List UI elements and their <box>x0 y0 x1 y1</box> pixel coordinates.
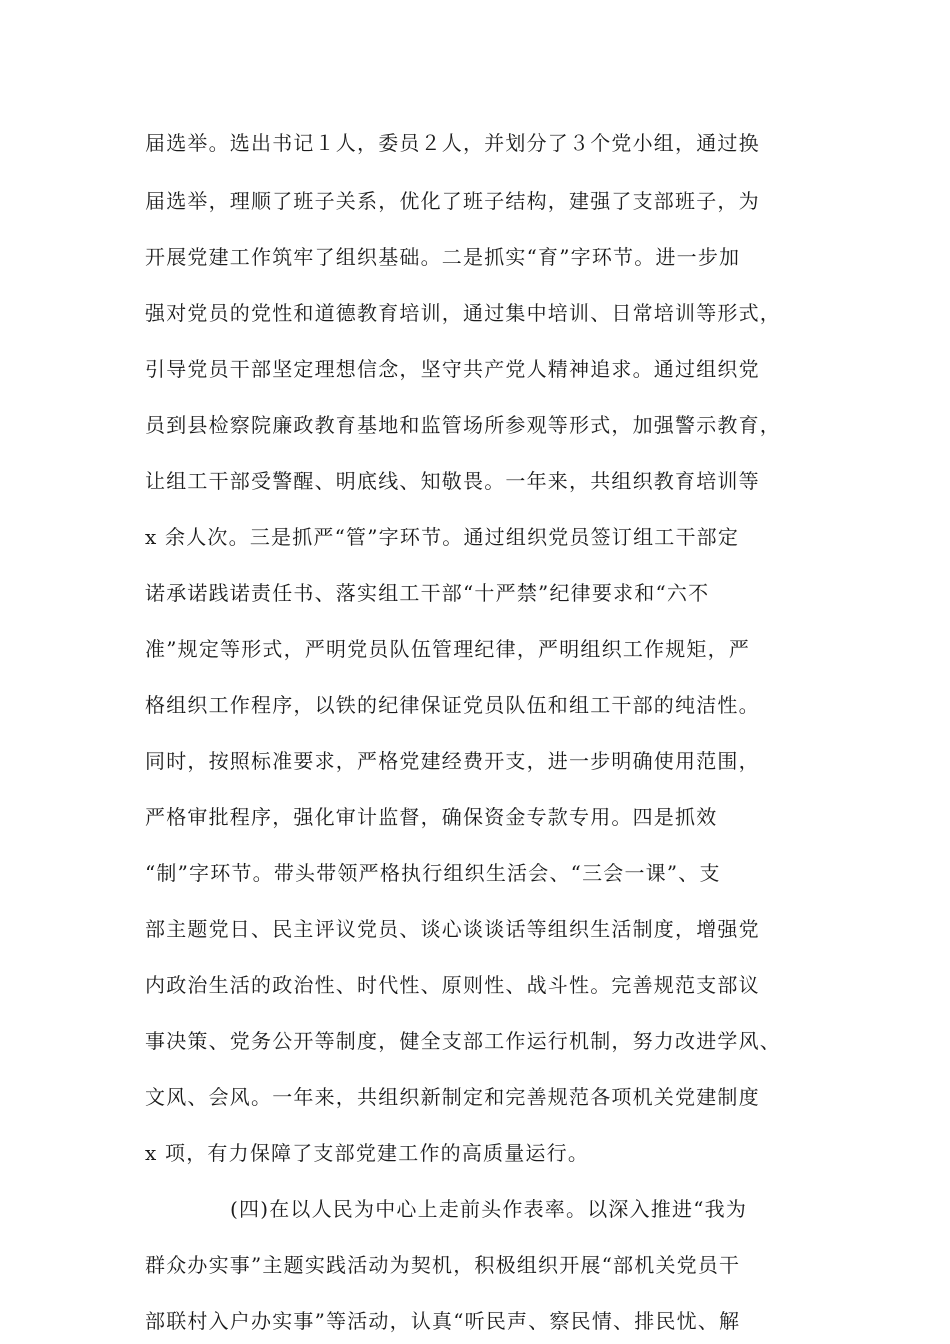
text-line: 开展党建工作筑牢了组织基础。二是抓实“育”字环节。进一步加 <box>145 245 741 269</box>
text-line: x 项，有力保障了支部党建工作的高质量运行。 <box>145 1141 590 1165</box>
text-line: 同时，按照标准要求，严格党建经费开支，进一步明确使用范围， <box>145 749 760 773</box>
text-line: 准”规定等形式，严明党员队伍管理纪律，严明组织工作规矩，严 <box>145 637 751 661</box>
text-line: 严格审批程序，强化审计监督，确保资金专款专用。四是抓效 <box>145 805 718 829</box>
text-line: 格组织工作程序，以铁的纪律保证党员队伍和组工干部的纯洁性。 <box>145 693 760 717</box>
text-line: 部主题党日、民主评议党员、谈心谈谈话等组织生活制度，增强党 <box>145 917 760 941</box>
text-line: 强对党员的党性和道德教育培训，通过集中培训、日常培训等形式， <box>145 301 781 325</box>
text-line: 事决策、党务公开等制度，健全支部工作运行机制，努力改进学风、 <box>145 1029 781 1053</box>
text-line: “制”字环节。带头带领严格执行组织生活会、“三会一课”、支 <box>145 861 721 885</box>
text-line: 群众办实事”主题实践活动为契机，积极组织开展“部机关党员干 <box>145 1253 741 1277</box>
text-line: 引导党员干部坚定理想信念，坚守共产党人精神追求。通过组织党 <box>145 357 760 381</box>
text-line: 让组工干部受警醒、明底线、知敬畏。一年来，共组织教育培训等 <box>145 469 760 493</box>
text-line: 部联村入户办实事”等活动，认真“听民声、察民情、排民忧、解 <box>145 1309 741 1333</box>
text-line: 文风、会风。一年来，共组织新制定和完善规范各项机关党建制度 <box>145 1085 760 1109</box>
text-line: 员到县检察院廉政教育基地和监管场所参观等形式，加强警示教育， <box>145 413 781 437</box>
text-line: 诺承诺践诺责任书、落实组工干部“十严禁”纪律要求和“六不 <box>145 581 710 605</box>
text-line: 届选举。选出书记１人，委员２人，并划分了３个党小组，通过换 <box>145 131 760 155</box>
text-line: 届选举，理顺了班子关系，优化了班子结构，建强了支部班子，为 <box>145 189 760 213</box>
text-line: x 余人次。三是抓严“管”字环节。通过组织党员签订组工干部定 <box>145 525 740 549</box>
text-line: (四)在以人民为中心上走前头作表率。以深入推进“我为 <box>230 1197 748 1221</box>
text-line: 内政治生活的政治性、时代性、原则性、战斗性。完善规范支部议 <box>145 973 760 997</box>
